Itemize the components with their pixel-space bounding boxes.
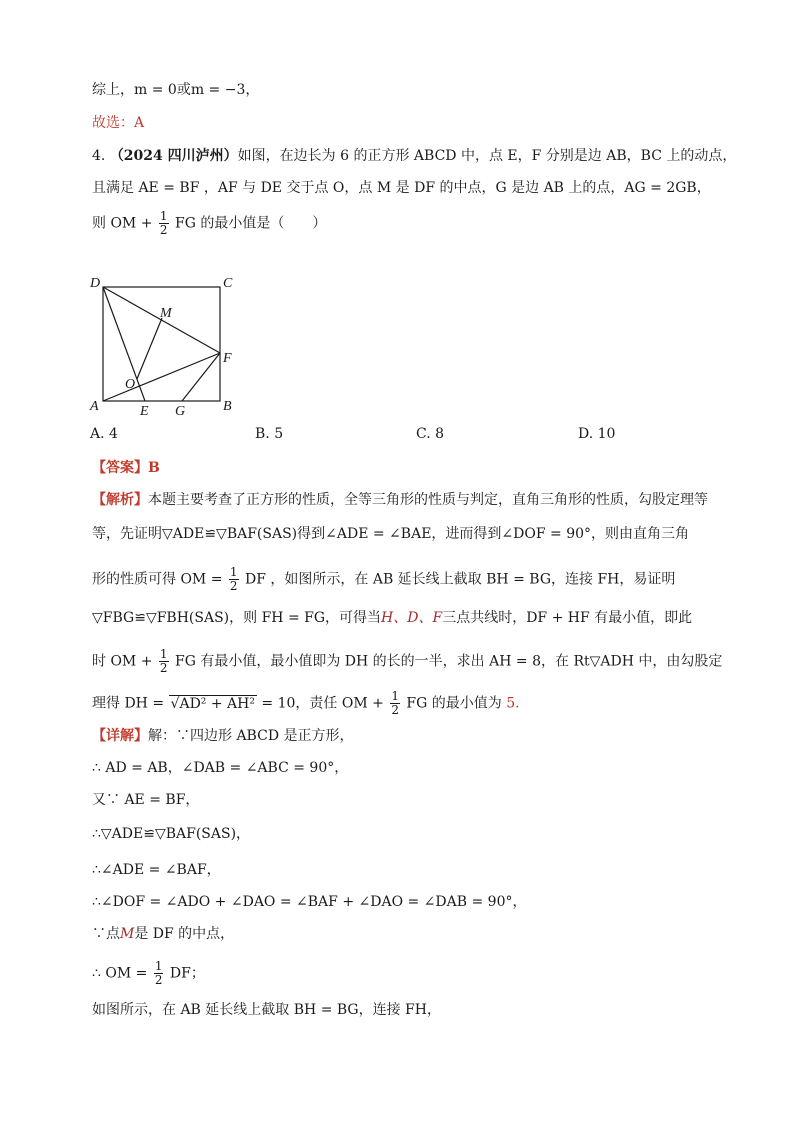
fraction-denominator: 2 xyxy=(159,661,168,675)
analysis-label: 【解析】 xyxy=(92,492,148,508)
detail-line-9: 如图所示，在 AB 延长线上截取 BH = BG，连接 FH， xyxy=(92,1002,441,1018)
fraction-half xyxy=(390,690,400,717)
label-a: A xyxy=(90,399,99,414)
fraction-half xyxy=(159,648,169,675)
analysis-text-3b: DF ，如图所示，在 AB 延长线上截取 BH = BG，连接 FH，易证明 xyxy=(245,571,676,588)
label-o: O xyxy=(125,377,136,392)
question-number: 4. xyxy=(92,148,106,164)
fraction-denominator: 2 xyxy=(159,223,168,237)
segment-de xyxy=(103,287,145,401)
analysis-line-2: 等，先证明▽ADE≌▽BAF(SAS)得到∠ADE = ∠BAE，进而得到∠DOF = 90°，则由直角三角 xyxy=(92,526,690,542)
choice-c: C. 8 xyxy=(416,426,445,442)
detail-line-3: 又∵ AE = BF， xyxy=(92,792,200,808)
analysis-text-5b: FG 有最小值，最小值即为 DH 的长的一半，求出 AH = 8，在 Rt▽ADH 中，由勾股定 xyxy=(175,653,723,670)
choice-a: A. 4 xyxy=(90,426,118,442)
fraction-denominator: 2 xyxy=(154,973,163,987)
detail-line-7 xyxy=(92,924,234,944)
fraction-numerator: 1 xyxy=(159,647,168,661)
question-line-1 xyxy=(92,146,736,166)
fraction-half xyxy=(229,566,239,593)
detail-line-2: ∴ AD = AB，∠DAB = ∠ABC = 90°， xyxy=(92,760,349,776)
analysis-text-1: 本题主要考查了正方形的性质，全等三角形的性质与判定，直角三角形的性质，勾股定理等 xyxy=(148,492,708,508)
analysis-line-6 xyxy=(92,690,520,717)
analysis-text-6d: FG 的最小值为 xyxy=(406,695,502,712)
question-text-3a: 则 OM + xyxy=(92,215,153,232)
square-abcd xyxy=(103,287,220,401)
label-c: C xyxy=(223,276,233,291)
answer-line: 【答案】B xyxy=(92,460,160,476)
detail-text-7a: ∵点 xyxy=(92,926,120,942)
segment-af xyxy=(103,353,220,401)
detail-line-4: ∴▽ADE≌▽BAF(SAS)， xyxy=(92,826,251,842)
analysis-line-4 xyxy=(92,608,692,628)
analysis-text-6a: 理得 DH = xyxy=(92,695,165,712)
analysis-line-5 xyxy=(92,648,722,675)
choice-b: B. 5 xyxy=(255,426,284,442)
analysis-text-6c: = 10，责任 OM + xyxy=(261,695,384,712)
label-e: E xyxy=(140,404,149,419)
fraction-numerator: 1 xyxy=(391,689,399,703)
detail-line-5: ∴∠ADE = ∠BAF， xyxy=(92,862,221,878)
detail-text-1: 解：∵四边形 ABCD 是正方形， xyxy=(148,728,354,744)
sqrt-icon: √ xyxy=(170,695,180,712)
detail-text-8b: DF； xyxy=(169,965,205,982)
question-line-2: 且满足 AE = BF ，AF 与 DE 交于点 O，点 M 是 DF 的中点，G 是边 AB 上的点，AG = 2GB， xyxy=(92,180,711,196)
label-d: D xyxy=(90,276,101,291)
analysis-text-4c: 三点共线时，DF + HF 有最小值，即此 xyxy=(442,610,693,626)
sqrt-radicand: AD² + AH² xyxy=(179,695,255,712)
analysis-line-3 xyxy=(92,566,675,593)
fraction-numerator: 1 xyxy=(159,209,168,223)
analysis-text-4b: H、D、F xyxy=(381,610,443,626)
analysis-text-3a: 形的性质可得 OM = xyxy=(92,571,223,588)
question-text-1: 如图，在边长为 6 的正方形 ABCD 中，点 E，F 分别是边 AB，BC 上的动点， xyxy=(237,148,737,164)
question-line-3 xyxy=(92,210,326,237)
analysis-line-1 xyxy=(92,490,708,510)
label-g: G xyxy=(175,404,186,419)
detail-text-7c: 是 DF 的中点， xyxy=(134,926,235,942)
question-source: （2024 四川泸州） xyxy=(109,148,238,164)
analysis-text-4a: ▽FBG≌▽FBH(SAS)，则 FH = FG，可得当 xyxy=(92,610,382,626)
analysis-result: 5. xyxy=(506,695,520,712)
detail-label: 【详解】 xyxy=(92,728,148,744)
geometry-figure xyxy=(85,270,245,420)
fraction-half xyxy=(159,210,169,237)
detail-line-8 xyxy=(92,960,205,987)
detail-line-6: ∴∠DOF = ∠ADO + ∠DAO = ∠BAF + ∠DAO = ∠DAB = 90°， xyxy=(92,894,527,910)
question-text-3b: FG 的最小值是（ ） xyxy=(175,215,327,232)
label-b: B xyxy=(223,399,232,414)
choice-d: D. 10 xyxy=(578,426,616,442)
fraction-denominator: 2 xyxy=(229,579,238,593)
label-f: F xyxy=(223,351,232,366)
conclusion-line: 综上，m = 0或m = −3， xyxy=(92,82,260,98)
sqrt-expression xyxy=(169,695,257,712)
label-m: M xyxy=(160,306,172,321)
fraction-denominator: 2 xyxy=(391,703,399,717)
fraction-half xyxy=(154,960,164,987)
detail-text-7b: M xyxy=(120,926,135,942)
detail-text-8a: ∴ OM = xyxy=(92,965,148,982)
analysis-text-5a: 时 OM + xyxy=(92,653,153,670)
segment-om xyxy=(137,318,162,379)
select-answer-line: 故选：A xyxy=(92,115,145,131)
fraction-numerator: 1 xyxy=(229,565,238,579)
fraction-numerator: 1 xyxy=(154,959,163,973)
detail-line-1 xyxy=(92,726,354,746)
